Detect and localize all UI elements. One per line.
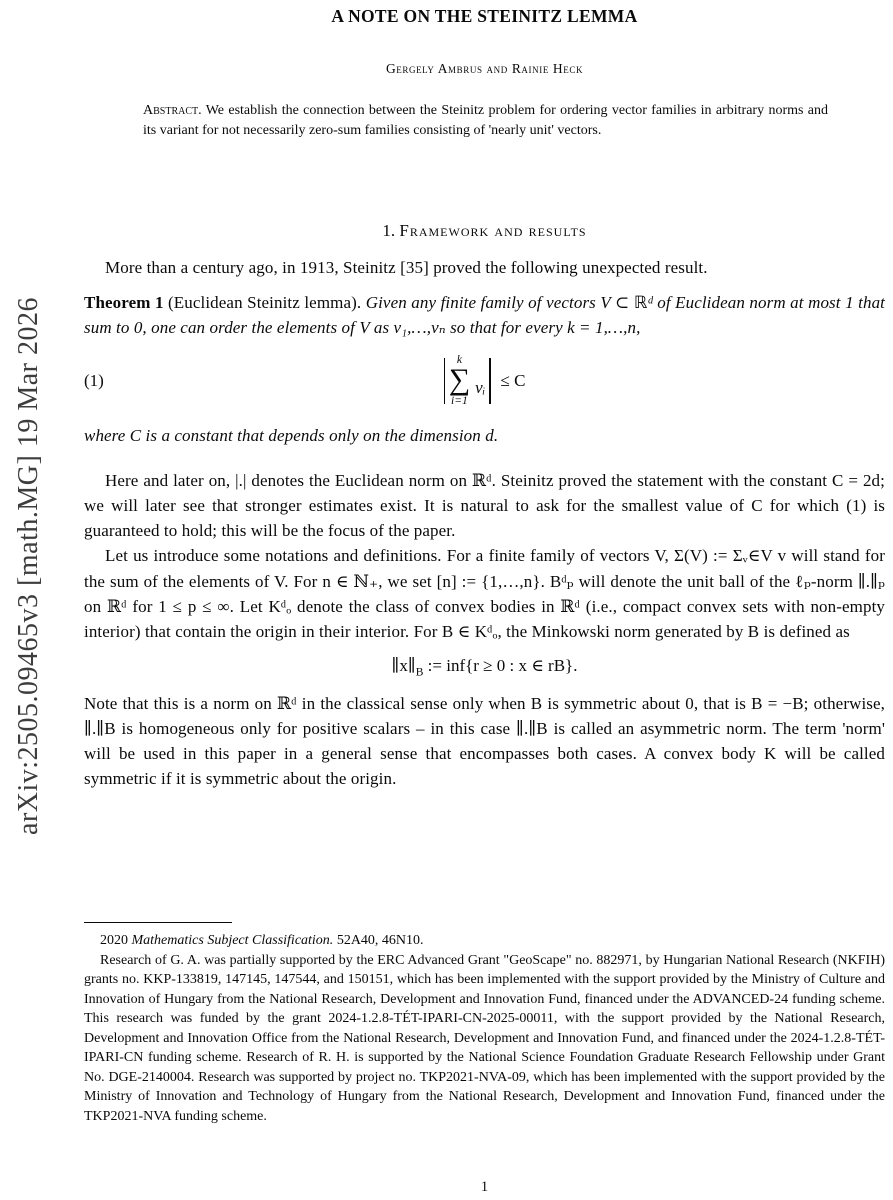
footnote-rule bbox=[84, 922, 232, 923]
sum-upper-limit: k bbox=[456, 353, 462, 366]
summand: vᵢ bbox=[475, 377, 486, 397]
arxiv-stamp: arXiv:2505.09465v3 [math.MG] 19 Mar 2026 bbox=[13, 297, 44, 835]
equation-rhs: := inf{r ≥ 0 : x ∈ rB}. bbox=[423, 656, 578, 676]
equation-1-number: (1) bbox=[84, 370, 104, 390]
abstract-text: We establish the connection between the Steinitz problem for ordering vector families in arbitrary norms and its variant for not necessarily zero-sum families consisting of 'nearly unit' vectors. bbox=[143, 103, 828, 138]
paper-title: A NOTE ON THE STEINITZ LEMMA bbox=[331, 6, 638, 26]
equation-1-math bbox=[444, 354, 526, 408]
page-number: 1 bbox=[480, 1179, 489, 1195]
equation-subscript: B bbox=[415, 666, 424, 679]
paragraph-euclidean-norm: Here and later on, |.| denotes the Euclidean norm on ℝᵈ. Steinitz proved the statement with the constant C = 2d; we will later see that stronger estimates exist. It is natural to ask for the smallest value of C for which (1) is guaranteed to hold; this will be the focus of the paper. bbox=[84, 470, 885, 541]
paper-content bbox=[84, 0, 885, 791]
theorem-body: Given any finite family of vectors V ⊂ ℝᵈ of Euclidean norm at most 1 that sum to 0, one can order the elements of V as v₁,…,vₙ so that for every k = 1,…,n, bbox=[84, 293, 885, 338]
footnotes bbox=[84, 922, 885, 1126]
theorem-conclusion: where C is a constant that depends only on the dimension d. bbox=[84, 425, 499, 445]
paragraph-notations: Let us introduce some notations and definitions. For a finite family of vectors V, Σ(V) := Σᵥ∈V v will stand for the sum of the elements of V. For n ∈ ℕ₊, we set [n] := {1,…,n}. Bᵈₚ will denote the unit ball of the ℓₚ-norm ∥.∥ₚ on ℝᵈ for 1 ≤ p ≤ ∞. Let Kᵈₒ denote the class of convex bodies in ℝᵈ (i.e., compact convex sets with non-empty interior) that contain the origin in their interior. For B ∈ Kᵈₒ, the Minkowski norm generated by B is defined as bbox=[84, 546, 885, 642]
left-norm-bar bbox=[444, 358, 445, 404]
sum-lower-limit: i=1 bbox=[451, 394, 468, 407]
sum-sigma-icon: ∑ bbox=[448, 363, 471, 397]
section-title: Framework and results bbox=[399, 221, 587, 240]
equation-lhs: ∥x∥ bbox=[391, 656, 416, 676]
paper-authors: Gergely Ambrus and Rainie Heck bbox=[385, 61, 584, 76]
theorem-name: (Euclidean Steinitz lemma). bbox=[168, 293, 362, 313]
equation-1 bbox=[84, 349, 885, 413]
abstract bbox=[143, 101, 828, 141]
section-heading bbox=[84, 221, 885, 241]
summation-symbol bbox=[449, 354, 470, 408]
theorem-1 bbox=[84, 290, 885, 340]
paragraph-asymmetric-norm: Note that this is a norm on ℝᵈ in the classical sense only when B is symmetric about 0, that is B = −B; otherwise, ∥.∥B is homogeneous only for positive scalars – in this case ∥.∥B is called an asymmetric norm. The term 'norm' will be used in this paper in a general sense that encompasses both cases. A convex body K will be called symmetric if it is symmetric about the origin. bbox=[84, 693, 885, 789]
funding-note: Research of G. A. was partially supported by the ERC Advanced Grant "GeoScape" no. 882971, by Hungarian National Research (NKFIH) grants no. KKP-133819, 147145, 147544, and 150151, which has been implemented with the support provided by the Ministry of Culture and Innovation of Hungary from the National Research, Development and Innovation Fund, financed under the ADVANCED-24 funding scheme. This research was funded by the grant 2024-1.2.8-TÉT-IPARI-CN-2025-00011, with the support provided by the National Research, Development and Innovation Office from the National Research, Development and Innovation Fund, and financed under the 2024-1.2.8-TÉT-IPARI-CN funding scheme. Research of R. H. is supported by the National Science Foundation Graduate Research Fellowship under Grant No. DGE-2140004. Research was supported by project no. TKP2021-NVA-09, which has been implemented with the support provided by the Ministry of Innovation and Technology of Hungary from the National Research, Development and Innovation Fund, financed under the TKP2021-NVA funding scheme. bbox=[84, 952, 885, 1124]
minkowski-norm-equation bbox=[84, 656, 885, 678]
equation-relation: ≤ C bbox=[500, 370, 526, 390]
msc-codes: 52A40, 46N10. bbox=[333, 933, 424, 948]
right-norm-bar bbox=[489, 358, 490, 404]
theorem-label: Theorem 1 bbox=[84, 293, 164, 313]
msc-year: 2020 bbox=[100, 933, 132, 948]
intro-paragraph: More than a century ago, in 1913, Steinitz [35] proved the following unexpected result. bbox=[105, 258, 708, 277]
abstract-label: Abstract. bbox=[143, 103, 202, 118]
section-number: 1. bbox=[382, 221, 396, 240]
msc-label: Mathematics Subject Classification. bbox=[131, 933, 334, 948]
msc-line bbox=[84, 931, 885, 951]
